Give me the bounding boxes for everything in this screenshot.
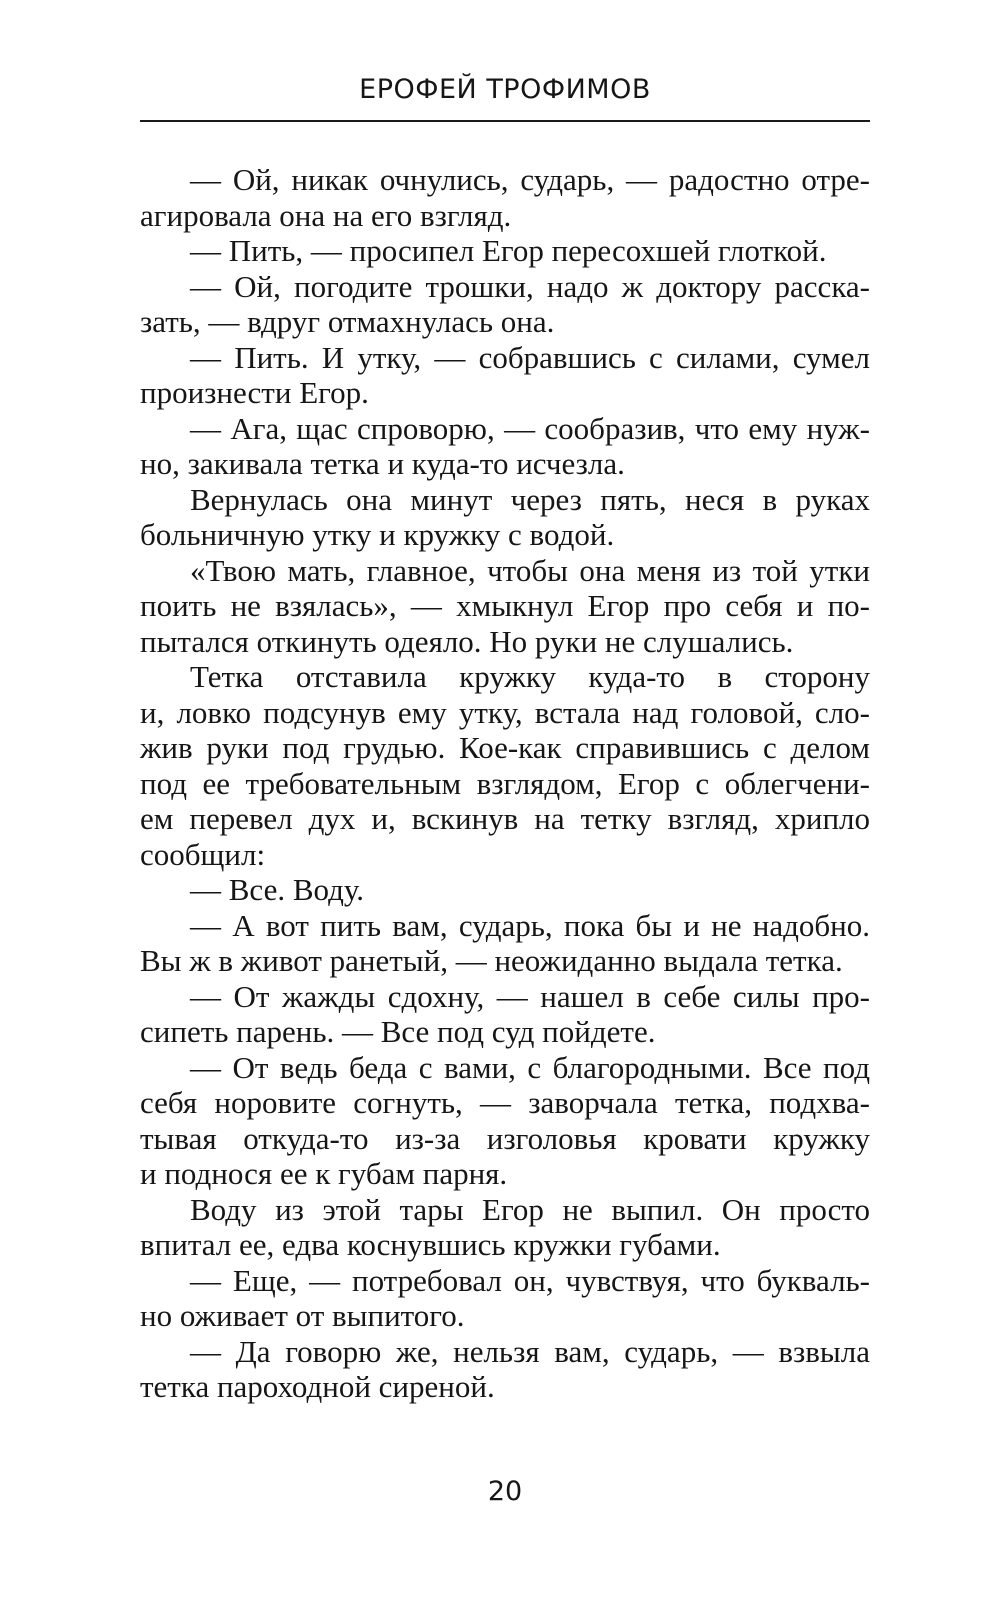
text-line: поить не взялась», — хмыкнул Егор про себя и по-	[140, 588, 870, 623]
text-line: зать, — вдруг отмахнулась она.	[140, 304, 555, 339]
text-line: себя норовите согнуть, — заворчала тетка, подхва-	[140, 1085, 870, 1120]
text-line: Вернулась она минут через пять, неся в руках	[190, 481, 870, 517]
text-line: — Еще, — потребовал он, чувствуя, что букваль-	[190, 1262, 870, 1298]
text-line: Вы ж в живот ранетый, — неожиданно выдала тетка.	[140, 943, 843, 978]
text-line: — Ой, никак очнулись, сударь, — радостно отре-	[190, 162, 870, 197]
text-line: тывая откуда-то из-за изголовья кровати кружку	[140, 1120, 870, 1156]
text-line: больничную утку и кружку с водой.	[140, 517, 615, 552]
text-line: ем перевел дух и, вскинув на тетку взгляд, хрипло	[140, 801, 870, 836]
text-line: сообщил:	[140, 836, 266, 872]
text-line: под ее требовательным взглядом, Егор с облегчени-	[140, 765, 870, 801]
text-line: «Твою мать, главное, чтобы она меня из той утки	[190, 552, 870, 588]
text-line: агировала она на его взгляд.	[140, 197, 512, 233]
text-line: — От жажды сдохну, — нашел в себе силы про-	[190, 978, 870, 1014]
text-line: пытался откинуть одеяло. Но руки не слушались.	[140, 623, 794, 659]
text-line: — Пить. И утку, — собравшись с силами, сумел	[190, 339, 870, 375]
text-line: произнести Егор.	[140, 375, 369, 410]
text-line: тетка пароходной сиреной.	[140, 1369, 495, 1404]
text-line: — Ага, щас спроворю, — сообразив, что ему нуж-	[190, 410, 870, 446]
text-line: жив руки под грудью. Кое-как справившись с делом	[140, 730, 870, 765]
text-line: впитал ее, едва коснувшись кружки губами.	[140, 1227, 721, 1262]
text-line: Воду из этой тары Егор не выпил. Он просто	[190, 1191, 870, 1227]
text-line: и, ловко подсунув ему утку, встала над головой, сло-	[140, 694, 870, 730]
text-line: — Пить, — просипел Егор пересохшей глоткой.	[190, 233, 827, 268]
body-text	[140, 162, 870, 1405]
text-line: — Все. Воду.	[190, 872, 365, 907]
header-rule	[140, 120, 870, 122]
text-line: но оживает от выпитого.	[140, 1298, 465, 1333]
text-line: — Ой, погодите трошки, надо ж доктору расска-	[190, 268, 870, 304]
text-line: и поднося ее к губам парня.	[140, 1156, 508, 1191]
running-head-title: ЕРОФЕЙ ТРОФИМОВ	[359, 74, 651, 105]
text-line: но, закивала тетка и куда-то исчезла.	[140, 446, 625, 481]
text-line: сипеть парень. — Все под суд пойдете.	[140, 1014, 656, 1049]
text-line: Тетка отставила кружку куда-то в сторону	[190, 659, 870, 694]
text-line: — А вот пить вам, сударь, пока бы и не надобно.	[190, 907, 870, 943]
text-line: — Да говорю же, нельзя вам, сударь, — взвыла	[190, 1333, 870, 1369]
page-number: 20	[487, 1476, 523, 1507]
text-line: — От ведь беда с вами, с благородными. Все под	[190, 1049, 870, 1085]
